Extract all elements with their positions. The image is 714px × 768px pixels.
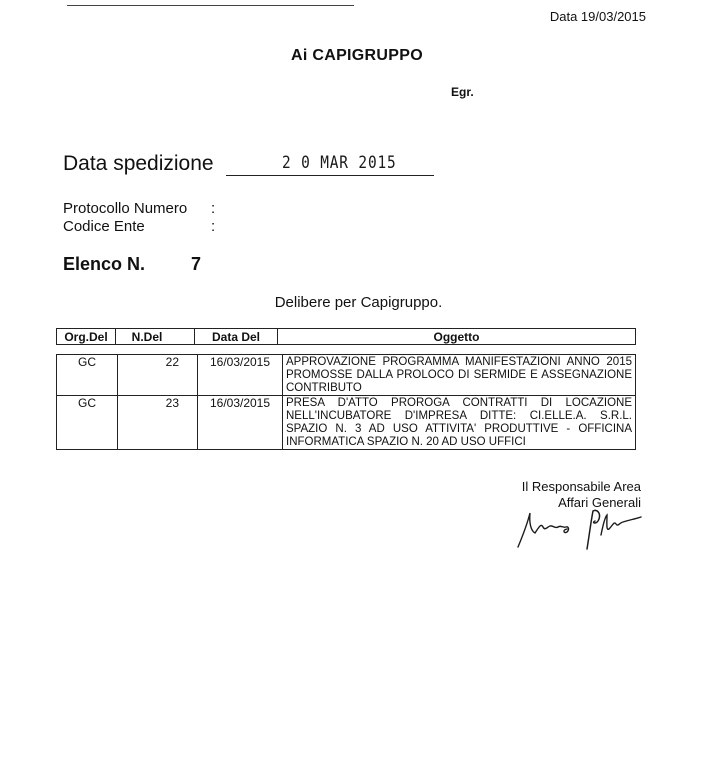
handwritten-signature: [515, 505, 645, 551]
codice-ente-label: Codice Ente: [63, 218, 145, 235]
cell-oggetto: PRESA D'ATTO PROROGA CONTRATTI DI LOCAZIONE NELL'INCUBATORE D'IMPRESA DITTE: CI.ELLE.A. S.R.L. SPAZIO N. 3 AD USO ATTIVITA' PRODUTTIVE - OFFICINA INFORMATICA SPAZIO N. 20 AD USO UFFICI: [283, 396, 636, 450]
col-n-del: N.Del: [116, 329, 195, 345]
date-stamp: 2 0 MAR 2015: [282, 153, 397, 173]
responsabile-area: Affari Generali: [558, 495, 641, 510]
recipient-salutation: Egr.: [451, 85, 474, 99]
table-subtitle: Delibere per Capigruppo.: [274, 294, 443, 311]
cell-org: GC: [57, 396, 118, 450]
delibere-table: [56, 354, 636, 450]
cell-n-del: 23: [118, 396, 198, 450]
cell-oggetto: APPROVAZIONE PROGRAMMA MANIFESTAZIONI ANNO 2015 PROMOSSE DALLA PROLOCO DI SERMIDE E ASSEGNAZIONE CONTRIBUTO: [283, 355, 636, 396]
col-oggetto: Oggetto: [278, 329, 636, 345]
document-date: Data 19/03/2015: [549, 9, 646, 24]
codice-ente-colon: :: [211, 218, 216, 235]
col-org-del: Org.Del: [57, 329, 116, 345]
spedizione-underline: [226, 175, 434, 176]
cell-data-del: 16/03/2015: [198, 396, 283, 450]
protocollo-row: [63, 200, 215, 218]
header-row: [57, 329, 636, 345]
spedizione-label: Data spedizione: [63, 152, 214, 175]
protocollo-block: [63, 200, 215, 236]
cell-org: GC: [57, 355, 118, 396]
col-data-del: Data Del: [195, 329, 278, 345]
protocollo-label: Protocollo Numero: [63, 200, 188, 217]
cell-data-del: 16/03/2015: [198, 355, 283, 396]
page-title: Ai CAPIGRUPPO: [291, 47, 423, 64]
table-header: [56, 328, 636, 345]
protocollo-colon: :: [211, 200, 216, 217]
codice-ente-row: [63, 218, 215, 236]
top-rule: [67, 5, 354, 6]
table-row: [57, 355, 636, 396]
elenco-label: Elenco N.: [63, 254, 146, 274]
table-row: [57, 396, 636, 450]
elenco-number: 7: [191, 254, 202, 274]
responsabile-title: Il Responsabile Area: [521, 479, 641, 494]
cell-n-del: 22: [118, 355, 198, 396]
